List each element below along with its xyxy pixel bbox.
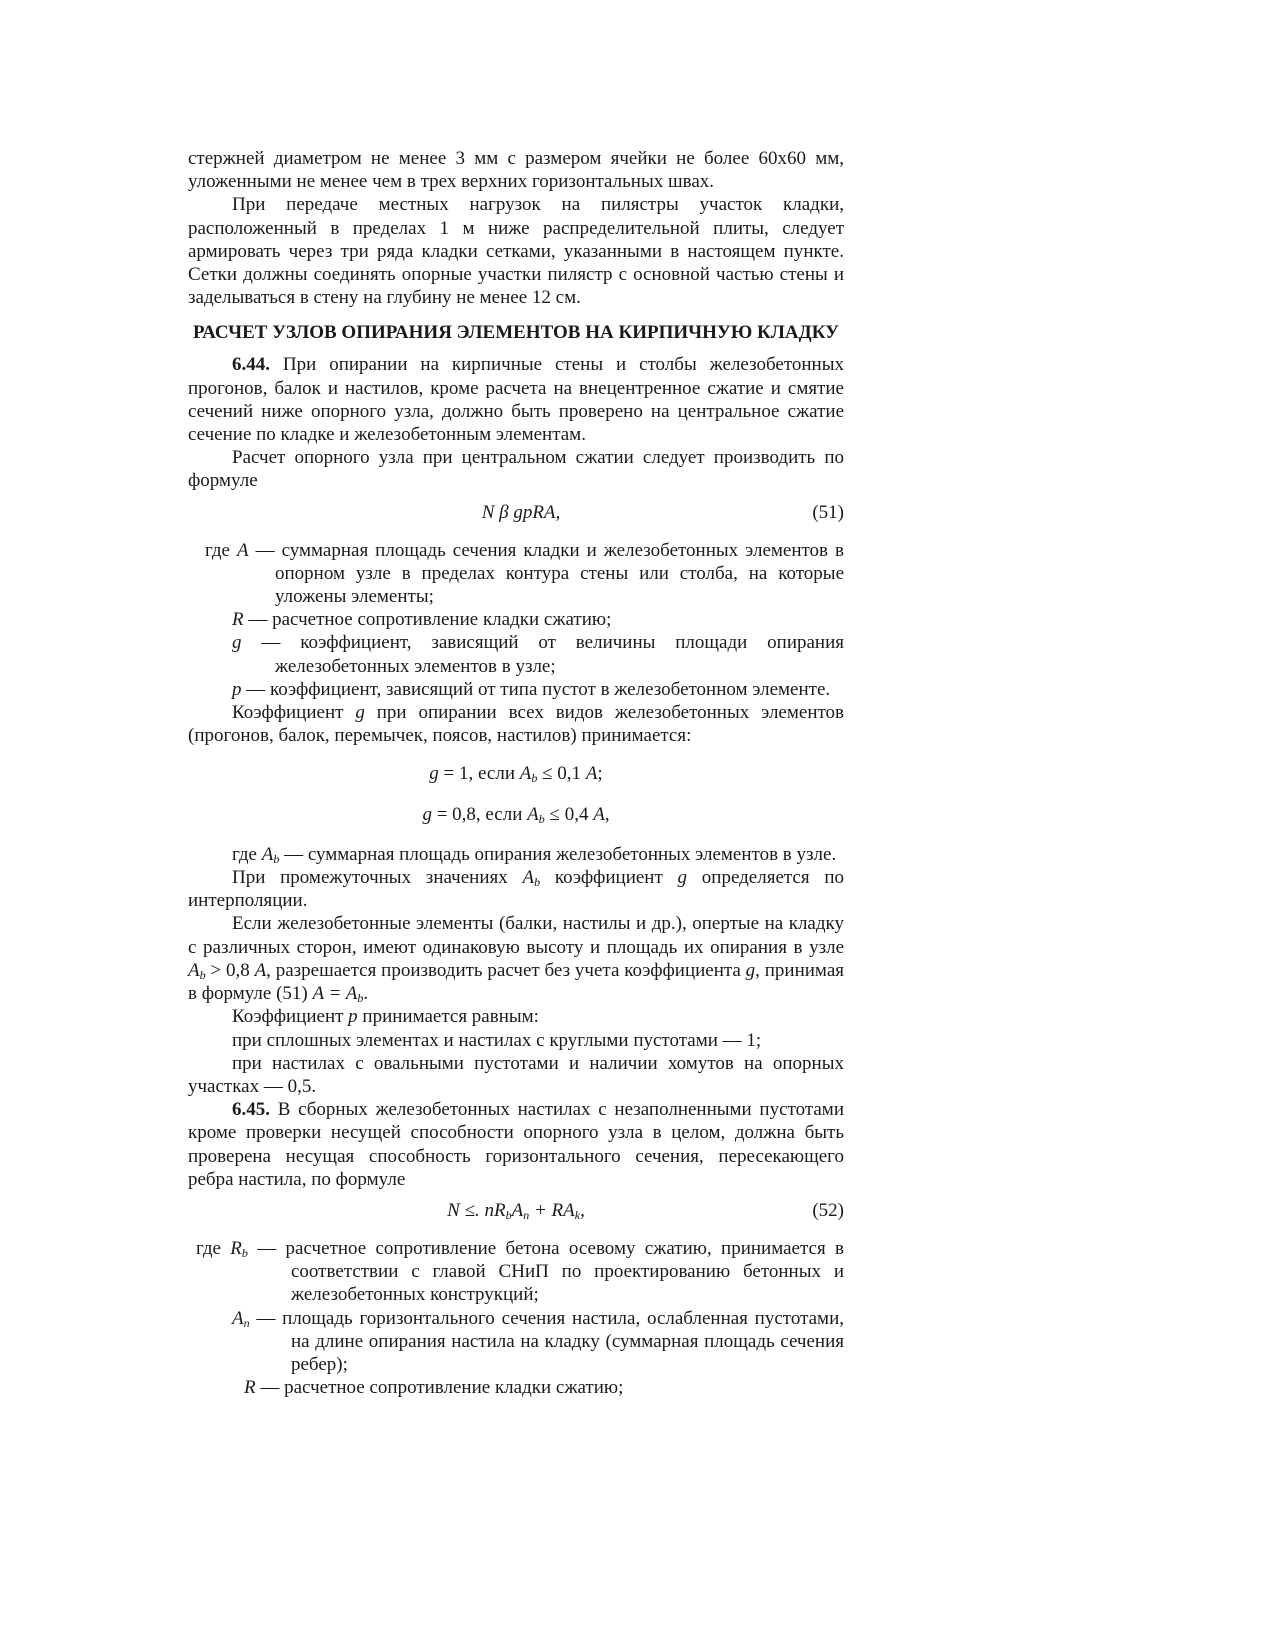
formula-number: (52) [812,1199,844,1221]
definition-item: где A — суммарная площадь сечения кладки и железобетонных элементов в опорном узле в пределах контура стены или столба, на которые уложены элементы; [205,539,844,608]
clause-6-45 [188,1098,844,1191]
section-heading: РАСЧЕТ УЗЛОВ ОПИРАНИЯ ЭЛЕМЕНТОВ НА КИРПИЧНУЮ КЛАДКУ [192,322,840,344]
clause-6-44 [188,353,844,446]
paragraph: при настилах с овальными пустотами и наличии хомутов на опорных участках — 0,5. [188,1052,844,1097]
formula-expression: N ≤. $nR_bA_n + RA_k$, [447,1199,585,1222]
paragraph: При промежуточных значениях $A_b$ коэффициент g определяется по интерполяции. [188,867,844,912]
clause-number: 6.44. [232,354,270,376]
definition-item: $A_n$ — площадь горизонтального сечения настила, ослабленная пустотами, на длине опирания настила на кладку (суммарная площадь сечения ребер); [232,1307,844,1375]
paragraph: При передаче местных нагрузок на пилястры участок кладки, расположенный в пределах 1 м ниже распределительной плиты, следует армировать через три ряда кладки сетками, указанными в настоящем пункте. Сетки должны соединять опорные участки пилястр с основной частью стены и заделываться в стену на глубину не менее 12 см. [188,194,844,309]
definition-item: p — коэффициент, зависящий от типа пустот в железобетонном элементе. [232,678,831,700]
definition-item: g — коэффициент, зависящий от величины площади опирания железобетонных элементов в узле; [232,632,844,677]
equation-g1: g = 1, если $A_b \le 0,1$ A; [429,763,603,786]
paragraph: Если железобетонные элементы (балки, настилы и др.), опертые на кладку с различных сторон, имеют одинаковую высоту и площадь их опирания в узле $A_b > 0,8$ A, разрешается производить расчет без учета коэффициента g, принимая в формуле (51) $A = A_b$. [188,913,844,1006]
paragraph: стержней диаметром не менее 3 мм с размером ячейки не более 60x60 мм, уложенными не менее чем в трех верхних горизонтальных швах. [188,148,844,193]
clause-text: При опирании на кирпичные стены и столбы железобетонных прогонов, балок и настилов, кроме расчета на внецентренное сжатие и смятие сечений ниже опорного узла, должно быть проверено на центральное сжатие сечение по кладке и железобетонным элементам. [188,354,844,446]
definitions-52 [188,1237,844,1399]
paragraph: где $A_b$ — суммарная площадь опирания железобетонных элементов в узле. [232,843,837,866]
formula-51 [188,501,844,524]
formula-52 [188,1199,844,1222]
formula-number: (51) [812,501,844,523]
clause-number: 6.45. [232,1099,270,1121]
clause-text: В сборных железобетонных настилах с незаполненными пустотами кроме проверки несущей способности опорного узла в целом, должна быть проверена несущая способность горизонтального сечения, пересекающего ребра настила, по формуле [188,1099,844,1190]
paragraph: Расчет опорного узла при центральном сжатии следует производить по формуле [188,447,844,492]
definition-item: где $R_b$ — расчетное сопротивление бетона осевому сжатию, принимается в соответствии с главой СНиП по проектированию бетонных и железобетонных конструкций; [196,1237,844,1306]
document-page [188,147,844,1399]
definition-item: R — расчетное сопротивление кладки сжатию; [244,1377,624,1399]
paragraph: Коэффициент p принимается равным: [232,1006,539,1028]
definitions-51 [188,539,844,701]
paragraph: Коэффициент g при опирании всех видов железобетонных элементов (прогонов, балок, перемычек, поясов, настилов) принимается: [188,702,845,747]
definition-item: R — расчетное сопротивление кладки сжатию; [232,609,612,631]
formula-expression: N β gpRA, [481,501,561,523]
equation-g2: g = 0,8, если $A_b \le 0,4$ A, [422,803,610,826]
paragraph: при сплошных элементах и настилах с круглыми пустотами — 1; [232,1029,762,1051]
